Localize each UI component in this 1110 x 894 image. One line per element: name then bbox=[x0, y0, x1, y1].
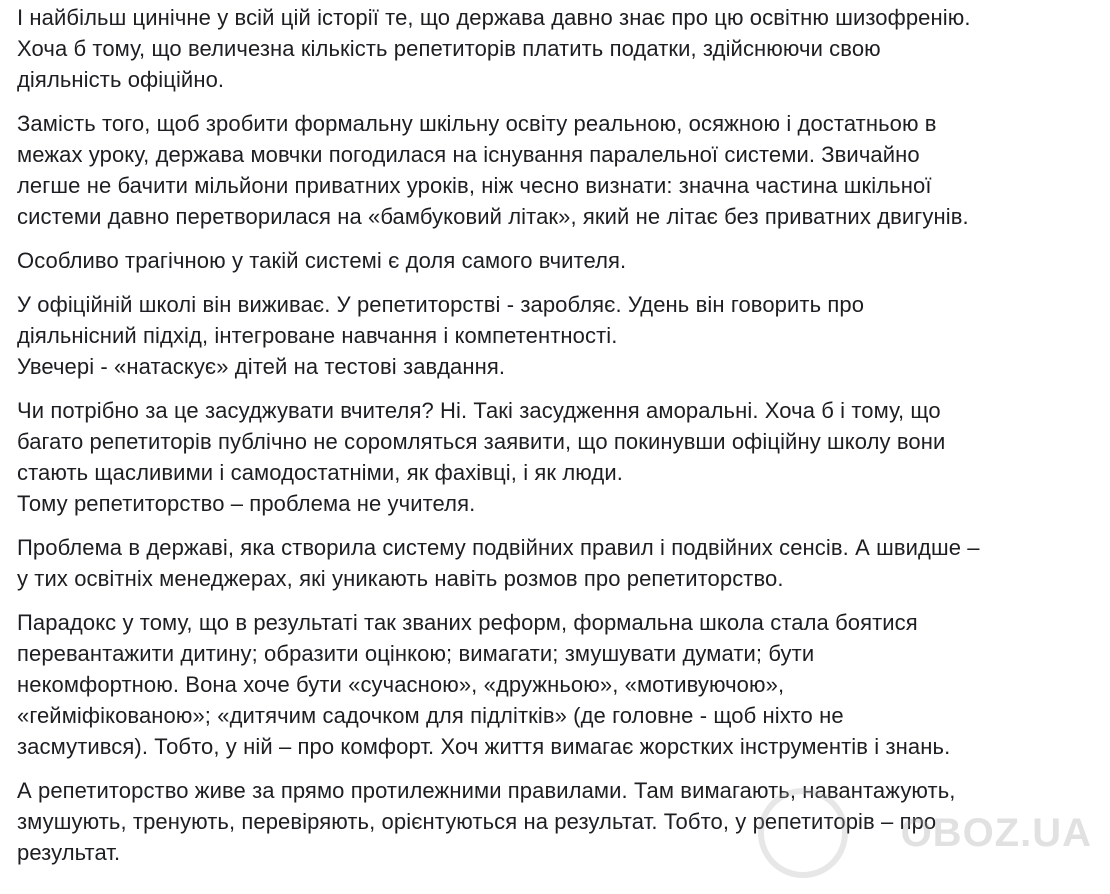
post-text bbox=[17, 2, 1099, 881]
text-line: діяльнісний підхід, інтегроване навчання і компетентності. bbox=[17, 323, 618, 348]
paragraph bbox=[17, 289, 1099, 382]
paragraph bbox=[17, 108, 1099, 232]
text-line: І найбільш цинічне у всій цій історії те, що держава давно знає про цю освітню шизофренію. bbox=[17, 5, 971, 30]
watermark-logo-icon bbox=[758, 788, 848, 878]
text-line: У офіційній школі він виживає. У репетиторстві - заробляє. Удень він говорить про bbox=[17, 292, 865, 317]
watermark: OBOZ.UA bbox=[900, 811, 1092, 855]
text-line: у тих освітніх менеджерах, які уникають навіть розмов про репетиторство. bbox=[17, 566, 784, 591]
text-line: Увечері - «натаскує» дітей на тестові завдання. bbox=[17, 354, 506, 379]
paragraph bbox=[17, 532, 1099, 594]
text-line: стають щасливими і самодостатніми, як фахівці, і як люди. bbox=[17, 460, 623, 485]
paragraph bbox=[17, 607, 1099, 762]
text-line: Замість того, щоб зробити формальну шкільну освіту реальною, осяжною і достатньою в bbox=[17, 111, 937, 136]
text-line: Особливо трагічною у такій системі є доля самого вчителя. bbox=[17, 248, 627, 273]
text-line: змушують, тренують, перевіряють, орієнтуються на результат. Тобто, у репетиторів – про bbox=[17, 809, 937, 834]
text-line: межах уроку, держава мовчки погодилася на існування паралельної системи. Звичайно bbox=[17, 142, 920, 167]
text-line: некомфортною. Вона хоче бути «сучасною», «дружньою», «мотивуючою», bbox=[17, 672, 785, 697]
paragraph bbox=[17, 245, 1099, 276]
text-line: багато репетиторів публічно не соромляться заявити, що покинувши офіційну школу вони bbox=[17, 429, 946, 454]
text-line: легше не бачити мільйони приватних уроків, ніж чесно визнати: значна частина шкільної bbox=[17, 173, 932, 198]
paragraph bbox=[17, 395, 1099, 519]
text-line: засмутився). Тобто, у ній – про комфорт. Хоч життя вимагає жорстких інструментів і знань. bbox=[17, 734, 951, 759]
text-line: Хоча б тому, що величезна кількість репетиторів платить податки, здійснюючи свою bbox=[17, 36, 881, 61]
text-line: А репетиторство живе за прямо протилежними правилами. Там вимагають, навантажують, bbox=[17, 778, 956, 803]
text-line: діяльність офіційно. bbox=[17, 67, 225, 92]
text-line: Проблема в державі, яка створила систему подвійних правил і подвійних сенсів. А швидше – bbox=[17, 535, 980, 560]
text-line: «гейміфікованою»; «дитячим садочком для підлітків» (де головне - щоб ніхто не bbox=[17, 703, 844, 728]
text-line: системи давно перетворилася на «бамбуковий літак», який не літає без приватних двигунів. bbox=[17, 204, 969, 229]
text-line: Парадокс у тому, що в результаті так званих реформ, формальна школа стала боятися bbox=[17, 610, 918, 635]
paragraph bbox=[17, 2, 1099, 95]
text-line: перевантажити дитину; образити оцінкою; вимагати; змушувати думати; бути bbox=[17, 641, 815, 666]
text-line: Чи потрібно за це засуджувати вчителя? Ні. Такі засудження аморальні. Хоча б і тому, що bbox=[17, 398, 941, 423]
text-line: результат. bbox=[17, 840, 121, 865]
text-line: Тому репетиторство – проблема не учителя. bbox=[17, 491, 476, 516]
